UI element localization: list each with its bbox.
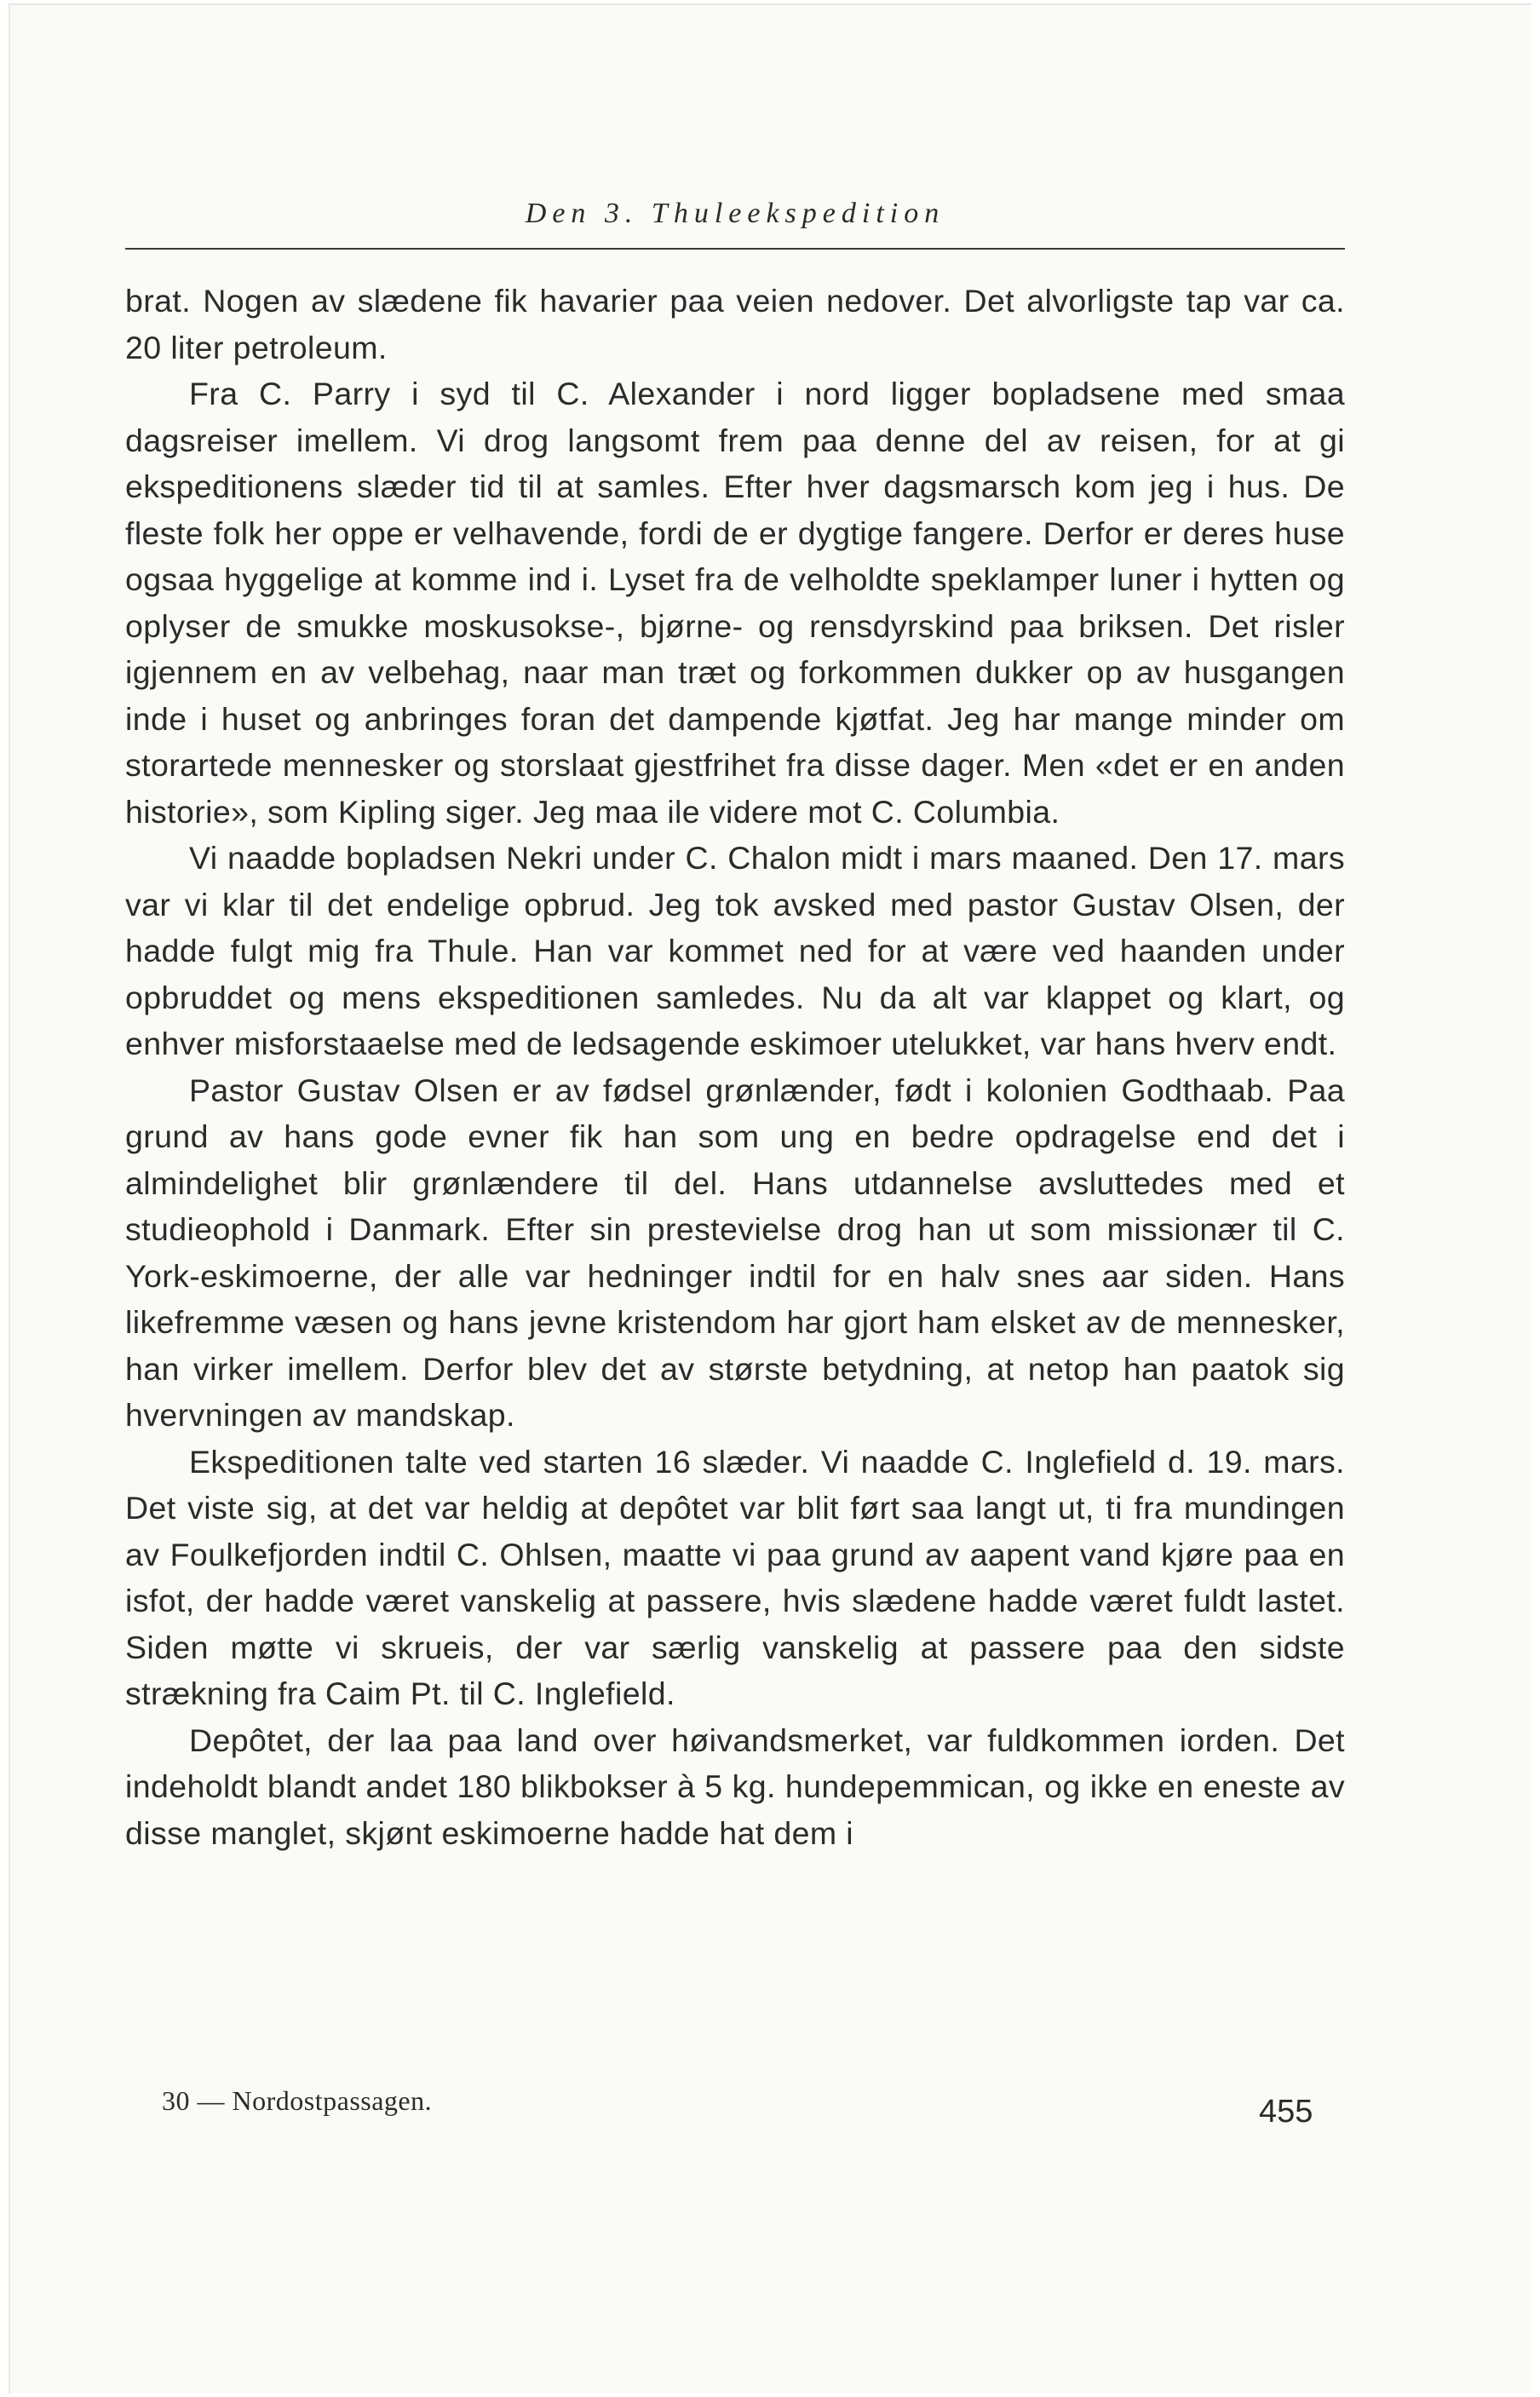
sheet-signature: 30 — Nordostpassagen. [162, 2085, 433, 2116]
paragraph-6: Depôtet, der laa paa land over høivandsmerket, var fuldkommen iorden. Det indeholdt blandt andet 180 blikbokser à 5 kg. hundepemmican, og ikke en eneste av disse manglet, skjønt eskimoerne hadde hat dem i [125, 1722, 1345, 1851]
page-number: 455 [1259, 2094, 1313, 2130]
paragraph-4: Pastor Gustav Olsen er av fødsel grønlænder, født i kolonien Godthaab. Paa grund av hans gode evner fik han som ung en bedre opdragelse end det i almindelighet blir grønlændere til del. Hans utdannelse avsluttedes med et studieophold i Danmark. Efter sin prestevielse drog han ut som missionær til C. York-eskimoerne, der alle var hedninger indtil for en halv snes aar siden. Hans likefremme væsen og hans jevne kristendom har gjort ham elsket av de mennesker, han virker imellem. Derfor blev det av største betydning, at netop han paatok sig hvervningen av mandskap. [125, 1072, 1345, 1433]
paragraph-5: Ekspeditionen talte ved starten 16 slæder. Vi naadde C. Inglefield d. 19. mars. Det viste sig, at det var heldig at depôtet var blit ført saa langt ut, ti fra mundingen av Foulkefjorden indtil C. Ohlsen, maatte vi paa grund av aapent vand kjøre paa en isfot, der hadde været vanskelig at passere, hvis slædene hadde været fuldt lastet. Siden møtte vi skrueis, der var særlig vanskelig at passere paa den sidste strækning fra Caim Pt. til C. Inglefield. [125, 1443, 1345, 1711]
paragraph-1: brat. Nogen av slædene fik havarier paa veien nedover. Det alvorligste tap var ca. 20 liter petroleum. [125, 283, 1345, 365]
paragraph-2: Fra C. Parry i syd til C. Alexander i nord ligger bopladsene med smaa dagsreiser imellem. Vi drog langsomt frem paa denne del av reisen, for at gi ekspeditionens slæder tid til at samles. Efter hver dagsmarsch kom jeg i hus. De fleste folk her oppe er velhavende, fordi de er dygtige fangere. Derfor er deres huse ogsaa hyggelige at komme ind i. Lyset fra de velholdte speklamper luner i hytten og oplyser de smukke moskusokse-, bjørne- og rensdyrskind paa briksen. Det risler igjennem en av velbehag, naar man træt og forkommen dukker op av husgangen inde i huset og anbringes foran det dampende kjøtfat. Jeg har mange minder om storartede mennesker og storslaat gjestfrihet fra disse dager. Men «det er en anden historie», som Kipling siger. Jeg maa ile videre mot C. Columbia. [125, 376, 1345, 830]
book-page [9, 3, 1531, 2394]
header-rule [125, 248, 1345, 250]
body-text [125, 278, 1345, 1856]
running-head: Den 3. Thuleekspedition [525, 198, 945, 229]
paragraph-3: Vi naadde bopladsen Nekri under C. Chalon midt i mars maaned. Den 17. mars var vi klar til det endelige opbrud. Jeg tok avsked med pastor Gustav Olsen, der hadde fulgt mig fra Thule. Han var kommet ned for at være ved haanden under opbruddet og mens ekspeditionen samledes. Nu da alt var klappet og klart, og enhver misforstaaelse med de ledsagende eskimoer utelukket, var hans hverv endt. [125, 840, 1345, 1061]
